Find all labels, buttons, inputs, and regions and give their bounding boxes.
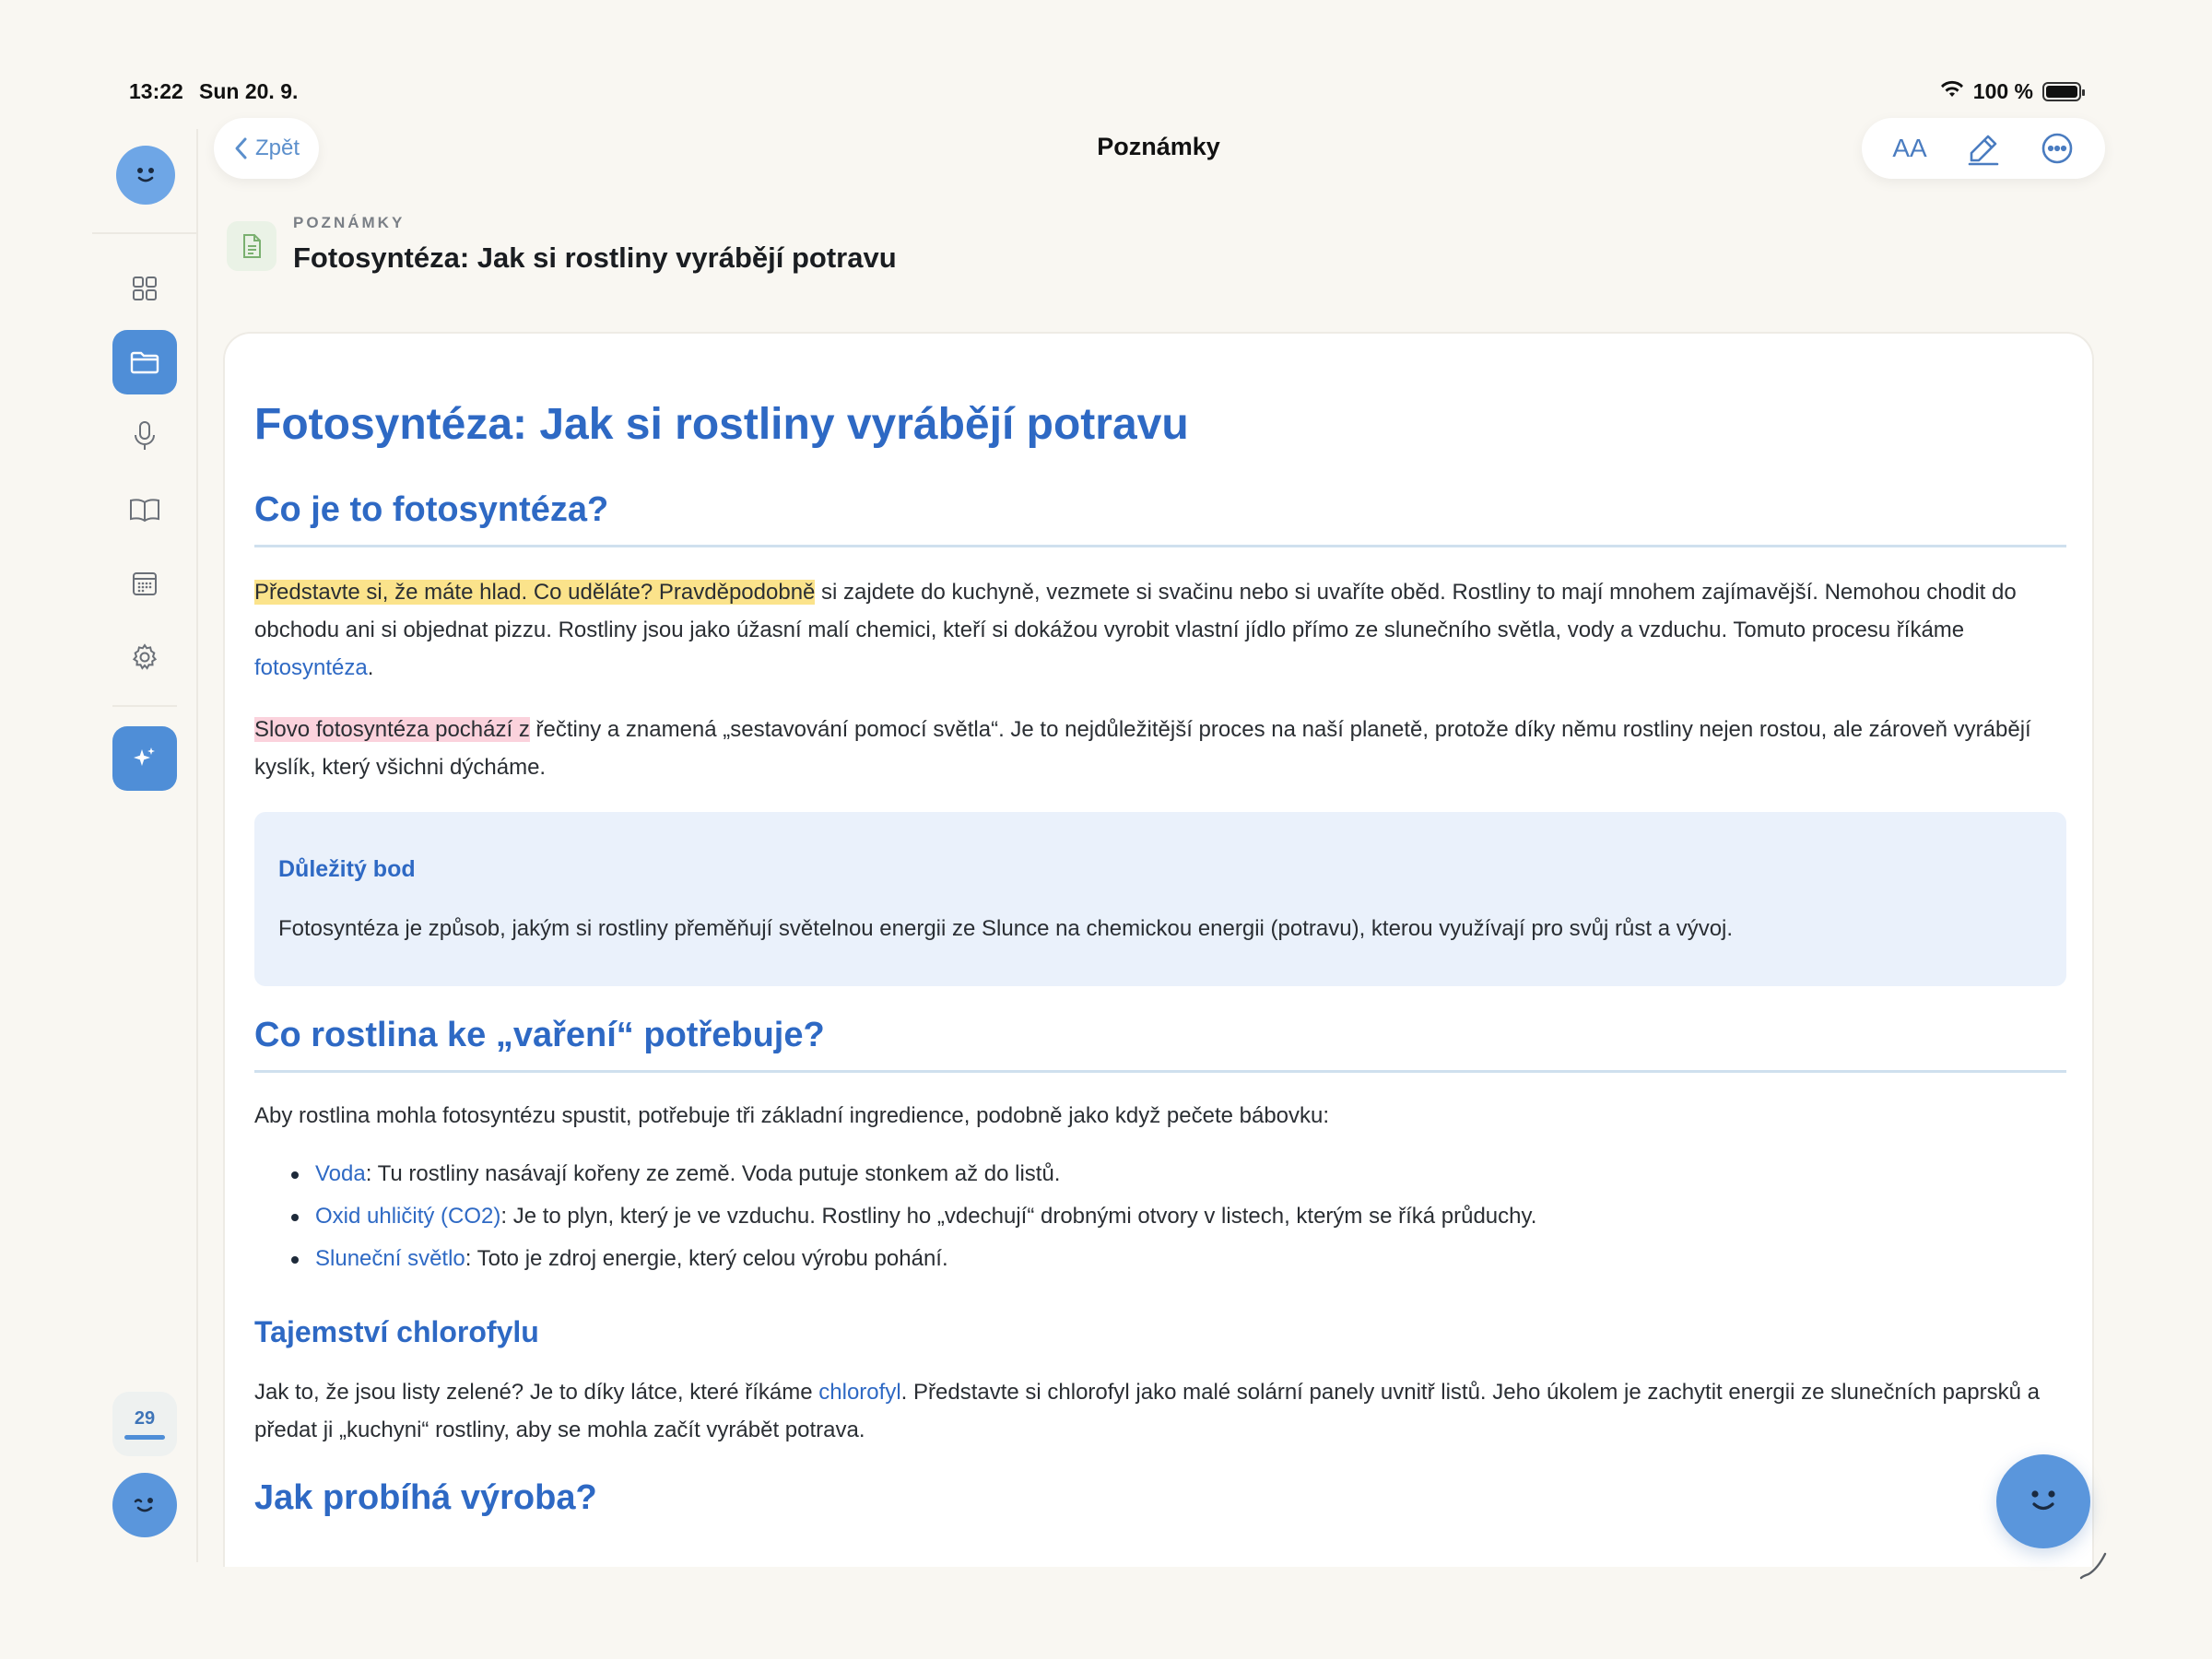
paragraph (254, 573, 2066, 687)
smiley-icon (2023, 1486, 2064, 1517)
highlight-yellow[interactable]: Představte si, že máte hlad. Co uděláte? Pravděpodobně (254, 579, 816, 605)
highlight-pink[interactable]: Slovo fotosyntéza pochází z (254, 716, 530, 742)
sidebar-divider (92, 232, 198, 234)
chevron-left-icon (233, 136, 248, 160)
paragraph (254, 711, 2066, 786)
section-heading: Jak probíhá výroba? (254, 1477, 597, 1517)
list-item-text: : Toto je zdroj energie, který celou výrobu pohání. (465, 1245, 948, 1271)
status-right (1940, 79, 2081, 104)
breadcrumb-title: Fotosyntéza: Jak si rostliny vyrábějí potravu (293, 241, 897, 274)
back-label: Zpět (254, 135, 300, 160)
assistant-fab[interactable] (1996, 1454, 2090, 1548)
status-time: 13:22 (129, 79, 183, 103)
winking-smiley-icon (130, 1493, 159, 1517)
resize-handle-icon[interactable] (2077, 1545, 2114, 1582)
back-button[interactable] (214, 118, 319, 179)
note-heading: Fotosyntéza: Jak si rostliny vyrábějí potravu (254, 400, 1189, 449)
paragraph: Aby rostlina mohla fotosyntézu spustit, potřebuje tři základní ingredience, podobně jako když pečete bábovku: (254, 1102, 1330, 1128)
folder-icon (129, 349, 160, 375)
edit-button[interactable] (1956, 121, 2011, 176)
document-icon (227, 221, 276, 271)
profile-avatar[interactable] (116, 146, 175, 205)
badge-bar (124, 1435, 165, 1440)
list-item (315, 1238, 2066, 1280)
sparkle-icon (131, 745, 159, 772)
toolbar (1862, 118, 2105, 179)
sidebar (92, 129, 198, 1562)
list-item-text: : Tu rostliny nasávají kořeny ze země. Voda putuje stonkem až do listů. (365, 1160, 1061, 1186)
book-icon (128, 497, 161, 523)
microphone-icon (133, 420, 157, 452)
sidebar-item-settings[interactable] (112, 625, 177, 689)
term-link[interactable]: Oxid uhličitý (CO2) (315, 1203, 501, 1229)
term-link[interactable]: Sluneční světlo (315, 1245, 465, 1271)
paragraph-text: . Představte si chlorofyl jako malé solární panely uvnitř listů. Jeho úkolem je zachytit energii ze slunečních paprsků a předat ji „kuchyni“ rostliny, aby se mohla začít vyrábět potrava. (254, 1379, 2040, 1442)
page-title: Poznámky (1097, 133, 1220, 160)
subsection-heading: Tajemství chlorofylu (254, 1314, 539, 1348)
ai-assistant-button[interactable] (112, 726, 177, 791)
grid-icon (131, 275, 159, 302)
callout-title: Důležitý bod (278, 855, 416, 882)
paragraph (254, 1373, 2066, 1449)
list-item (315, 1195, 2066, 1238)
list-item-text: : Je to plyn, který je ve vzduchu. Rostliny ho „vdechují“ drobnými otvory v listech, kterým se říká průduchy. (500, 1203, 1537, 1229)
section-heading: Co je to fotosyntéza? (254, 490, 2066, 547)
battery-icon (2042, 82, 2081, 101)
term-link[interactable]: fotosyntéza (254, 654, 368, 680)
sidebar-divider (112, 705, 177, 707)
paragraph-text: Jak to, že jsou listy zelené? Je to díky látce, které říkáme (254, 1379, 819, 1405)
sidebar-item-library[interactable] (112, 477, 177, 542)
more-icon (2040, 131, 2075, 166)
paragraph-text: řečtiny a znamená „sestavování pomocí světla“. Je to nejdůležitější proces na naší planetě, protože díky němu rostliny nejen rostou, ale zároveň vyrábějí kyslík, který všichni dýcháme. (254, 716, 2031, 780)
smiley-icon (132, 164, 159, 186)
ingredient-list (254, 1153, 2066, 1280)
status-date: Sun 20. 9. (199, 79, 299, 103)
text-size-button[interactable] (1882, 121, 1937, 176)
term-link[interactable]: Voda (315, 1160, 366, 1186)
paragraph-text: . (367, 654, 374, 680)
pencil-icon (1966, 131, 2001, 166)
note-card (223, 332, 2094, 1567)
streak-badge[interactable] (112, 1392, 177, 1456)
sidebar-item-recordings[interactable] (112, 404, 177, 468)
more-button[interactable] (2030, 121, 2085, 176)
calendar-icon (131, 570, 159, 597)
list-item (315, 1153, 2066, 1195)
section-heading: Co rostlina ke „vaření“ potřebuje? (254, 1016, 2066, 1073)
paragraph-text: si zajdete do kuchyně, vezmete si svačinu nebo si uvaříte oběd. Rostliny to mají mnohem zajímavější. Nemohou chodit do obchodu ani si objednat pizzu. Rostliny jsou jako úžasní malí chemici, kteří si dokážou vyrobit vlastní jídlo přímo ze slunečního světla, vody a vzduchu. Tomuto procesu říkáme (254, 579, 2017, 642)
battery-percent: 100 % (1972, 79, 2033, 103)
note-content (254, 398, 2066, 1533)
wifi-icon (1940, 79, 1964, 104)
text-size-icon: AA (1892, 134, 1927, 162)
term-link[interactable]: chlorofyl (818, 1379, 901, 1405)
assistant-avatar[interactable] (112, 1473, 177, 1537)
sidebar-item-notes[interactable] (112, 330, 177, 394)
gear-icon (130, 642, 159, 672)
sidebar-item-calendar[interactable] (112, 551, 177, 616)
callout-box (254, 812, 2066, 986)
callout-text: Fotosyntéza je způsob, jakým si rostliny přeměňují světelnou energii ze Slunce na chemickou energii (potravu), kterou využívají pro svůj růst a vývoj. (278, 915, 1734, 941)
breadcrumb-label: POZNÁMKY (293, 214, 406, 231)
sidebar-item-dashboard[interactable] (112, 256, 177, 321)
badge-count: 29 (134, 1408, 156, 1429)
